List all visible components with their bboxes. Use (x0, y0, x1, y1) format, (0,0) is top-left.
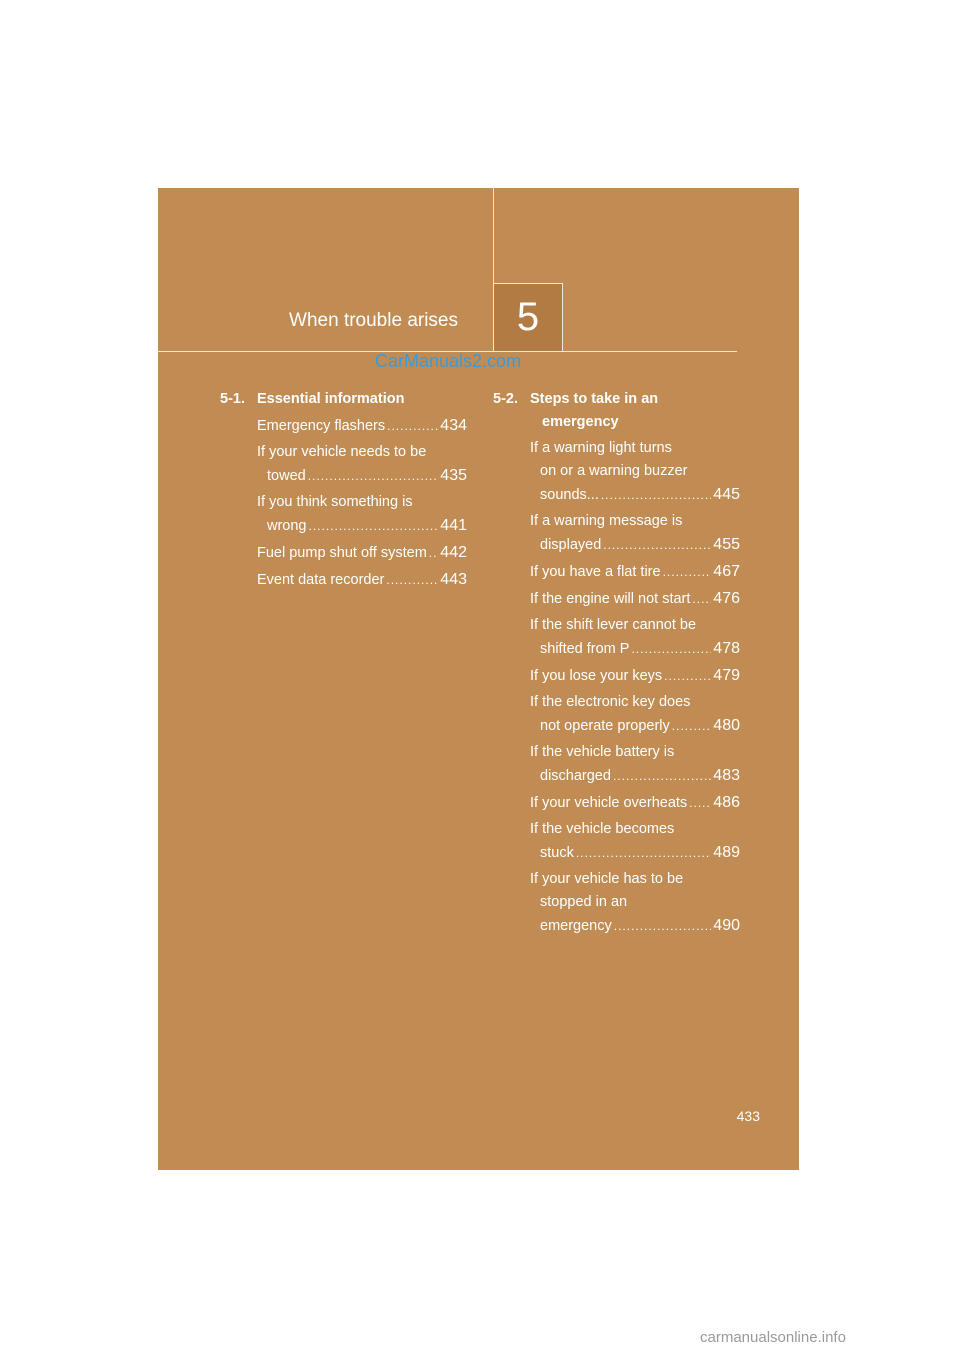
toc-entry-text: If your vehicle overheats (530, 795, 688, 811)
toc-entry-text: sounds... (540, 487, 599, 503)
section-title: Essential information (257, 391, 405, 407)
dot-leader (308, 465, 439, 488)
toc-entry-text: Fuel pump shut off system (257, 545, 427, 561)
section-title-cont: emergency (542, 414, 619, 430)
dot-leader (309, 515, 439, 538)
section-number: 5-1. (220, 391, 245, 407)
toc-page-number: 467 (713, 563, 740, 580)
dot-leader (689, 792, 711, 815)
toc-entry[interactable] (530, 868, 740, 938)
toc-page-number: 441 (440, 517, 467, 534)
section-number: 5-2. (493, 391, 518, 407)
toc-entry[interactable] (530, 791, 740, 815)
toc-entry[interactable] (530, 818, 740, 865)
dot-leader (631, 638, 711, 661)
toc-entry[interactable] (257, 441, 467, 488)
toc-entry-text: stopped in an (540, 894, 628, 910)
toc-entry-text: Event data recorder (257, 572, 385, 588)
dot-leader (672, 715, 712, 738)
toc-page-number: 480 (713, 717, 740, 734)
toc-entry-text: If your vehicle has to be (530, 871, 684, 887)
toc-entry-row (530, 587, 740, 611)
section-title-line: Steps to take in an (530, 391, 659, 407)
toc-page-number: 479 (713, 667, 740, 684)
toc-entry-text: shifted from P (540, 641, 630, 657)
toc-entry-text: Emergency flashers (257, 418, 386, 434)
toc-entry[interactable] (530, 587, 740, 611)
toc-entry[interactable] (257, 541, 467, 565)
toc-entry[interactable] (530, 614, 740, 661)
toc-entry-row (530, 764, 740, 788)
section-heading (220, 388, 467, 411)
toc-entry-row (530, 637, 740, 661)
dot-leader (601, 484, 711, 507)
toc-entry[interactable] (530, 741, 740, 788)
toc-entry-text: If you lose your keys (530, 668, 663, 684)
toc-entry-text: discharged (540, 768, 611, 784)
toc-entry-text: wrong (267, 518, 307, 534)
toc-entry-text: If you have a flat tire (530, 564, 661, 580)
dot-leader (576, 842, 711, 865)
toc-entry[interactable] (257, 568, 467, 592)
dot-leader (386, 569, 438, 592)
section-heading (493, 388, 740, 434)
divider-vertical (493, 188, 494, 284)
toc-entry-row (530, 664, 740, 688)
toc-entry-text: not operate properly (540, 718, 670, 734)
toc-entry[interactable] (530, 691, 740, 738)
toc-entry-text: If the engine will not start (530, 591, 691, 607)
dot-leader (429, 542, 439, 565)
toc-entry-text: emergency (540, 918, 612, 934)
section-title (493, 388, 740, 434)
toc-entry-row (530, 714, 740, 738)
toc-entry-text: If you think something is (257, 494, 413, 510)
chapter-title: When trouble arises (289, 310, 458, 331)
toc-page-number: 478 (713, 640, 740, 657)
toc-entry-text: If a warning message is (530, 513, 683, 529)
toc-entry-row (530, 791, 740, 815)
toc-entry-text: If your vehicle needs to be (257, 444, 427, 460)
toc-column-right (493, 388, 740, 941)
toc-entry-row (257, 541, 467, 565)
dot-leader (603, 534, 711, 557)
toc-entry[interactable] (530, 664, 740, 688)
toc-entry-row (530, 914, 740, 938)
toc-page-number: 455 (713, 536, 740, 553)
dot-leader (692, 588, 711, 611)
toc-page-number: 489 (713, 844, 740, 861)
toc-entry[interactable] (530, 560, 740, 584)
dot-leader (613, 765, 711, 788)
toc-page-number: 443 (440, 571, 467, 588)
toc-entry-text: on or a warning buzzer (540, 463, 688, 479)
toc-page-number: 442 (440, 544, 467, 561)
dot-leader (387, 415, 438, 438)
toc-entry-row (530, 560, 740, 584)
toc-entry-row (257, 414, 467, 438)
toc-page-number: 445 (713, 486, 740, 503)
toc-page-number: 434 (440, 417, 467, 434)
toc-page-number: 476 (713, 590, 740, 607)
dot-leader (664, 665, 711, 688)
toc-entry-text: displayed (540, 537, 602, 553)
toc-page-number: 483 (713, 767, 740, 784)
toc-entry-row (257, 464, 467, 488)
toc-entry-row (257, 568, 467, 592)
chapter-number-box: 5 (493, 283, 563, 351)
toc-entry-row (530, 533, 740, 557)
toc-entry-text: If the electronic key does (530, 694, 691, 710)
toc-entry-text: towed (267, 468, 306, 484)
toc-page-number: 490 (713, 917, 740, 934)
toc-page-number: 435 (440, 467, 467, 484)
toc-entry[interactable] (530, 510, 740, 557)
toc-entry[interactable] (257, 414, 467, 438)
toc-entry-text: If the vehicle battery is (530, 744, 675, 760)
toc-entry-row (257, 514, 467, 538)
watermark: CarManuals2.com (375, 351, 522, 371)
toc-entry-text: stuck (540, 845, 574, 861)
footer-watermark: carmanualsonline.info (700, 1329, 846, 1346)
toc-entry[interactable] (530, 437, 740, 507)
dot-leader (614, 915, 712, 938)
toc-entry-row (530, 841, 740, 865)
toc-entry-text: If the shift lever cannot be (530, 617, 697, 633)
dot-leader (663, 561, 712, 584)
toc-entry[interactable] (257, 491, 467, 538)
toc-entry-text: If the vehicle becomes (530, 821, 675, 837)
toc-page-number: 486 (713, 794, 740, 811)
toc-column-left (220, 388, 467, 595)
toc-entry-row (530, 483, 740, 507)
page-number: 433 (736, 1108, 760, 1124)
toc-entry-text: If a warning light turns (530, 440, 672, 456)
